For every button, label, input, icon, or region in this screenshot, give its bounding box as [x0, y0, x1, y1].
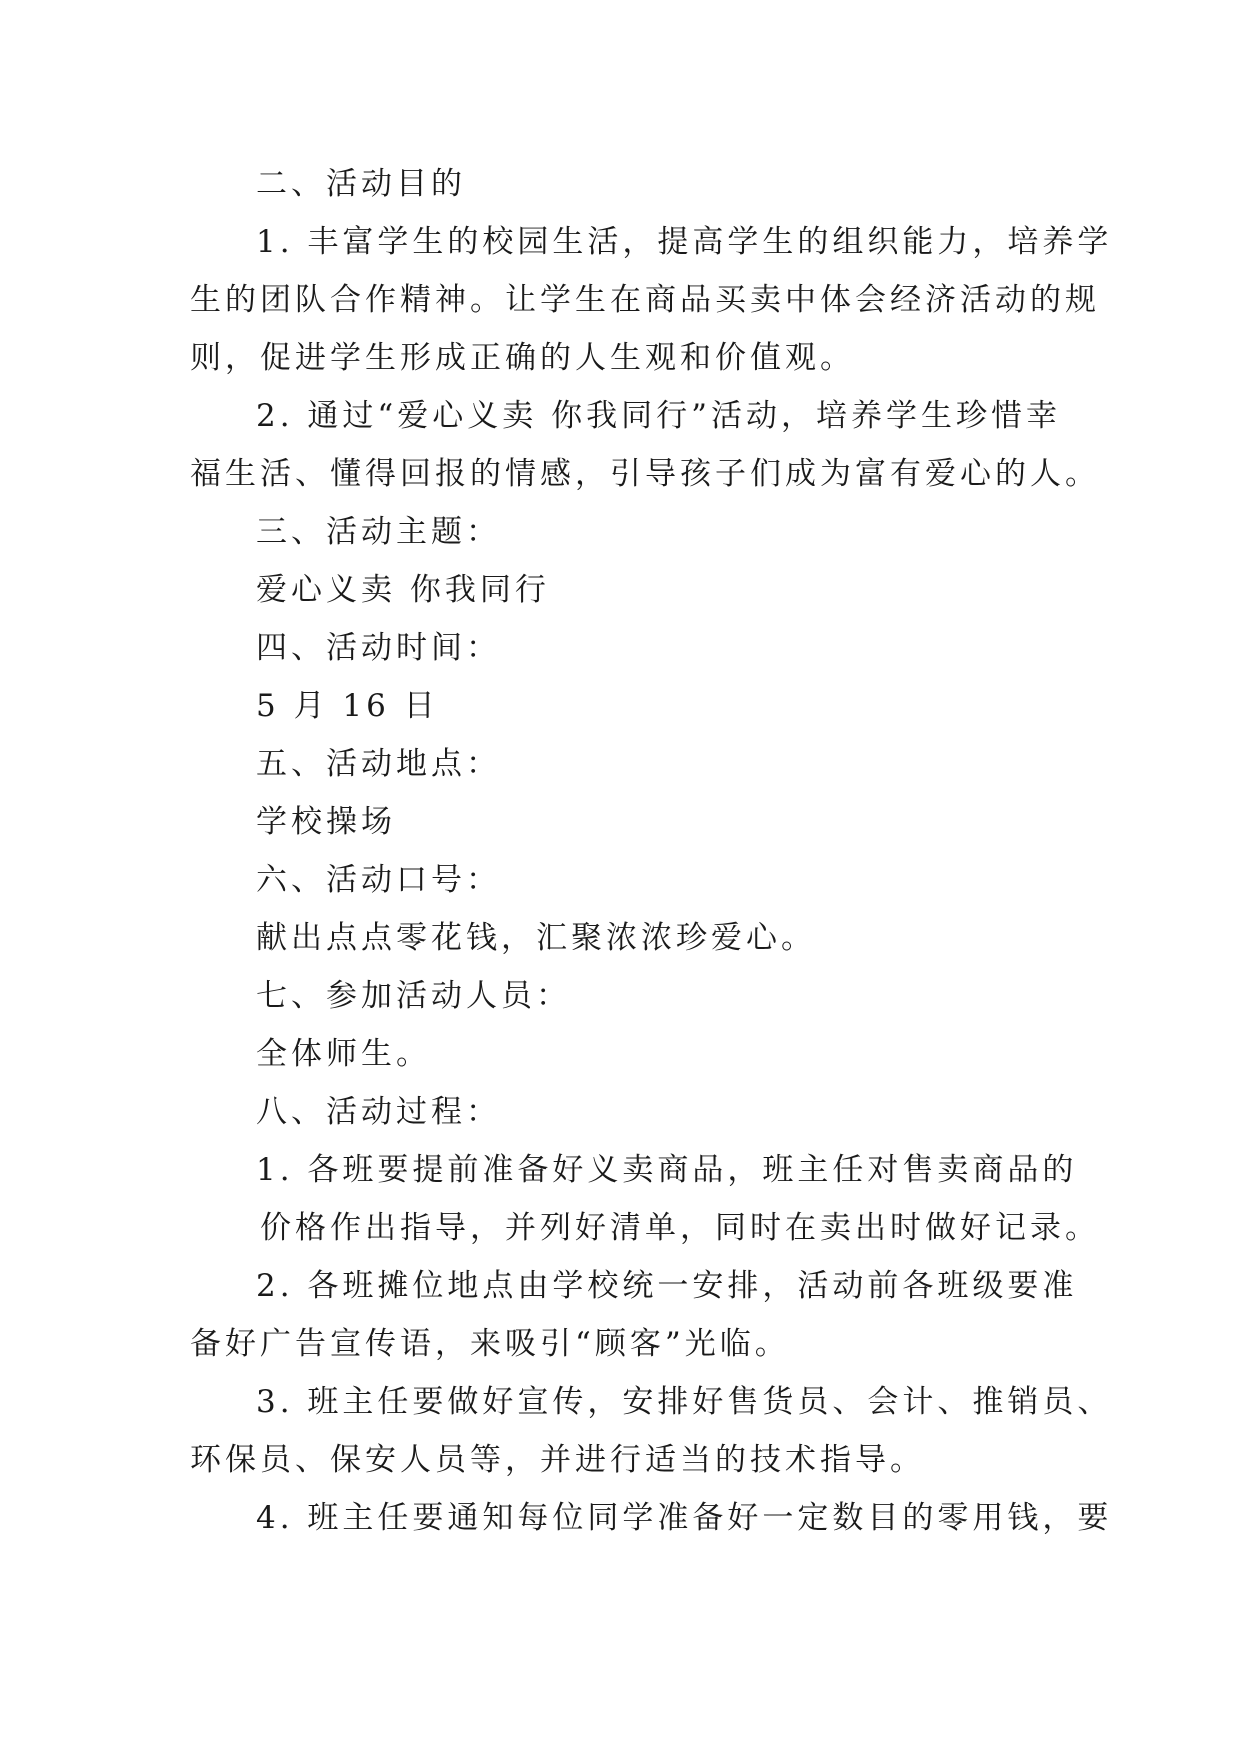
paragraph-line: 学校操场: [256, 804, 396, 840]
section-heading-time: 四、活动时间：: [256, 630, 501, 666]
section-heading-purpose: 二、活动目的: [256, 166, 466, 202]
section-heading-slogan: 六、活动口号：: [256, 862, 501, 898]
paragraph-line: 备好广告宣传语，来吸引“顾客”光临。: [190, 1326, 790, 1362]
section-heading-location: 五、活动地点：: [256, 746, 501, 782]
paragraph-line: 则，促进学生形成正确的人生观和价值观。: [190, 340, 855, 376]
paragraph-line: 3. 班主任要做好宣传，安排好售货员、会计、推销员、: [256, 1384, 1113, 1420]
paragraph-line: 1. 丰富学生的校园生活，提高学生的组织能力，培养学: [256, 224, 1113, 260]
paragraph-line: 环保员、保安人员等，并进行适当的技术指导。: [190, 1442, 925, 1478]
paragraph-line: 价格作出指导，并列好清单，同时在卖出时做好记录。: [260, 1210, 1100, 1246]
document-body: [190, 155, 1113, 1547]
section-heading-participants: 七、参加活动人员：: [256, 978, 571, 1014]
section-heading-theme: 三、活动主题：: [256, 514, 501, 550]
section-heading-process: 八、活动过程：: [256, 1094, 501, 1130]
paragraph-line: 4. 班主任要通知每位同学准备好一定数目的零用钱，要: [256, 1500, 1113, 1536]
paragraph-line: 爱心义卖 你我同行: [256, 572, 550, 608]
paragraph-line: 1. 各班要提前准备好义卖商品，班主任对售卖商品的: [256, 1152, 1078, 1188]
paragraph-line: 福生活、懂得回报的情感，引导孩子们成为富有爱心的人。: [190, 456, 1100, 492]
paragraph-line: 2. 各班摊位地点由学校统一安排，活动前各班级要准: [256, 1268, 1078, 1304]
paragraph-line: 2. 通过“爱心义卖 你我同行”活动，培养学生珍惜幸: [256, 398, 1061, 434]
paragraph-line: 5 月 16 日: [256, 688, 439, 724]
paragraph-line: 生的团队合作精神。让学生在商品买卖中体会经济活动的规: [190, 282, 1100, 318]
paragraph-line: 全体师生。: [256, 1036, 431, 1072]
paragraph-line: 献出点点零花钱，汇聚浓浓珍爱心。: [256, 920, 816, 956]
